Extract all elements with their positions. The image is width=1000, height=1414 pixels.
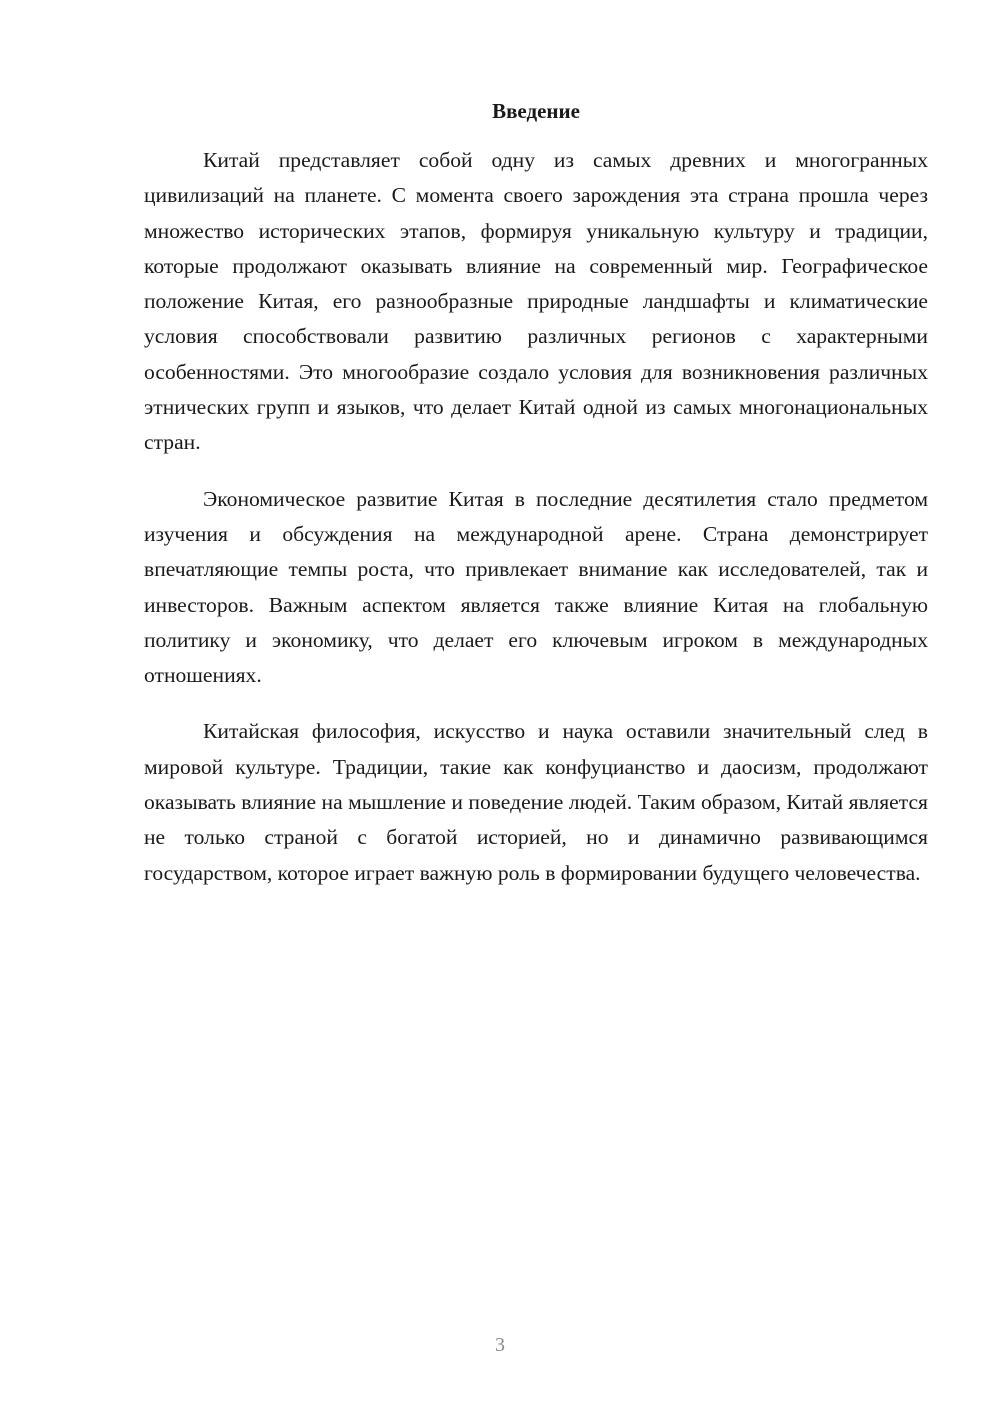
body-text — [144, 143, 928, 912]
paragraph-philosophy-culture: Китайская философия, искусство и наука оставили значительный след в мировой культуре. Традиции, такие как конфуцианство и даосизм, продолжают оказывать влияние на мышление и поведение людей. Таким образом, Китай является не только страной с богатой историей, но и динамично развивающимся государством, которое играет важную роль в формировании будущего человечества. — [144, 719, 928, 885]
paragraph-intro-civilization: Китай представляет собой одну из самых древних и многогранных цивилизаций на планете. С момента своего зарождения эта страна прошла через множество исторических этапов, формируя уникальную культуру и традиции, которые продолжают оказывать влияние на современный мир. Географическое положение Китая, его разнообразные природные ландшафты и климатические условия способствовали развитию различных регионов с характерными особенностями. Это многообразие создало условия для возникновения различных этнических групп и языков, что делает Китай одной из самых многонациональных стран. — [144, 148, 928, 455]
page-number: 3 — [495, 1334, 505, 1356]
paragraph-economic-development: Экономическое развитие Китая в последние десятилетия стало предметом изучения и обсуждения на международной арене. Страна демонстрирует впечатляющие темпы роста, что привлекает внимание как исследователей, так и инвесторов. Важным аспектом является также влияние Китая на глобальную политику и экономику, что делает его ключевым игроком в международных отношениях. — [144, 486, 928, 688]
section-heading: Введение — [492, 99, 580, 123]
